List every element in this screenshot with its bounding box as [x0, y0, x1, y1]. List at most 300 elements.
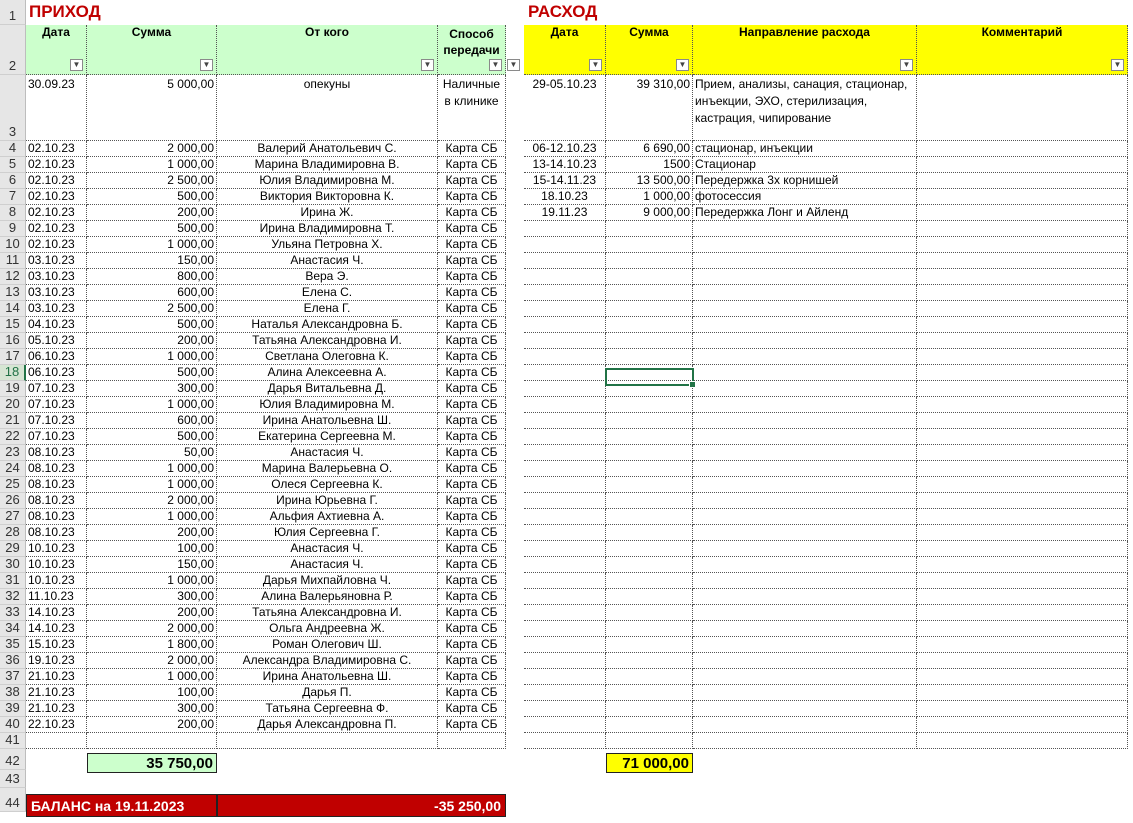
income-cell-sum[interactable]: 2 000,00 [87, 653, 217, 669]
income-cell-method[interactable]: Карта СБ [438, 205, 506, 221]
expense-cell-comment[interactable] [917, 477, 1128, 493]
row-header[interactable]: 35 [0, 637, 26, 653]
expense-cell-direction[interactable] [693, 413, 917, 429]
expense-cell-date[interactable] [524, 253, 606, 269]
expense-cell-comment[interactable] [917, 317, 1128, 333]
expense-cell-date[interactable] [524, 557, 606, 573]
income-cell-sum[interactable]: 500,00 [87, 365, 217, 381]
expense-cell-sum[interactable]: 39 310,00 [606, 75, 693, 141]
income-cell-from[interactable]: Екатерина Сергеевна М. [217, 429, 438, 445]
income-cell-sum[interactable]: 100,00 [87, 541, 217, 557]
income-cell-from[interactable]: Алина Валерьяновна Р. [217, 589, 438, 605]
expense-header-comment[interactable] [917, 25, 1128, 75]
income-cell-sum[interactable]: 1 000,00 [87, 237, 217, 253]
row-header[interactable]: 4 [0, 141, 26, 157]
income-cell-date[interactable]: 07.10.23 [26, 413, 87, 429]
expense-cell-comment[interactable] [917, 653, 1128, 669]
expense-cell-comment[interactable] [917, 557, 1128, 573]
income-cell-from[interactable]: Ирина Анатольевна Ш. [217, 413, 438, 429]
income-cell-date[interactable]: 06.10.23 [26, 365, 87, 381]
row-header[interactable]: 42 [0, 749, 26, 770]
expense-cell-comment[interactable] [917, 381, 1128, 397]
income-cell-date[interactable]: 02.10.23 [26, 221, 87, 237]
expense-cell-comment[interactable] [917, 701, 1128, 717]
row-header[interactable]: 32 [0, 589, 26, 605]
income-total[interactable]: 35 750,00 [87, 753, 217, 773]
income-cell-method[interactable]: Карта СБ [438, 365, 506, 381]
row-header[interactable]: 39 [0, 701, 26, 717]
expense-cell-sum[interactable] [606, 669, 693, 685]
income-cell-method[interactable]: Карта СБ [438, 237, 506, 253]
income-cell-date[interactable]: 04.10.23 [26, 317, 87, 333]
expense-cell-direction[interactable] [693, 349, 917, 365]
income-cell-from[interactable]: Юлия Сергеевна Г. [217, 525, 438, 541]
income-cell-sum[interactable]: 1 800,00 [87, 637, 217, 653]
expense-cell-sum[interactable] [606, 253, 693, 269]
expense-cell-direction[interactable] [693, 381, 917, 397]
row-header[interactable]: 24 [0, 461, 26, 477]
income-cell-sum[interactable]: 300,00 [87, 701, 217, 717]
row-header[interactable]: 29 [0, 541, 26, 557]
income-cell-sum[interactable]: 300,00 [87, 381, 217, 397]
income-cell-method[interactable]: Карта СБ [438, 541, 506, 557]
expense-cell-direction[interactable] [693, 525, 917, 541]
expense-cell-sum[interactable] [606, 733, 693, 749]
expense-cell-comment[interactable] [917, 669, 1128, 685]
filter-dropdown-icon[interactable]: ▼ [200, 59, 213, 71]
income-cell-date[interactable]: 21.10.23 [26, 701, 87, 717]
expense-cell-comment[interactable] [917, 733, 1128, 749]
income-cell-sum[interactable]: 600,00 [87, 413, 217, 429]
expense-cell-direction[interactable] [693, 701, 917, 717]
income-cell-from[interactable]: Валерий Анатольевич С. [217, 141, 438, 157]
income-cell-sum[interactable]: 300,00 [87, 589, 217, 605]
expense-cell-sum[interactable] [606, 429, 693, 445]
row-header[interactable]: 3 [0, 75, 26, 141]
income-cell-from[interactable]: Елена Г. [217, 301, 438, 317]
expense-cell-direction[interactable] [693, 301, 917, 317]
income-cell-method[interactable]: Наличные в клинике [438, 75, 506, 141]
expense-cell-sum[interactable]: 6 690,00 [606, 141, 693, 157]
row-header[interactable]: 5 [0, 157, 26, 173]
income-cell-method[interactable]: Карта СБ [438, 573, 506, 589]
expense-header-direction[interactable] [693, 25, 917, 75]
expense-cell-comment[interactable] [917, 285, 1128, 301]
row-header[interactable]: 7 [0, 189, 26, 205]
expense-cell-sum[interactable] [606, 621, 693, 637]
income-cell-method[interactable]: Карта СБ [438, 301, 506, 317]
income-cell-sum[interactable]: 1 000,00 [87, 461, 217, 477]
row-header[interactable]: 27 [0, 509, 26, 525]
expense-cell-date[interactable] [524, 285, 606, 301]
filter-dropdown-icon[interactable]: ▼ [489, 59, 502, 71]
income-cell-sum[interactable]: 100,00 [87, 685, 217, 701]
expense-cell-comment[interactable] [917, 221, 1128, 237]
expense-cell-direction[interactable] [693, 589, 917, 605]
row-header[interactable]: 23 [0, 445, 26, 461]
row-header[interactable]: 44 [0, 788, 26, 812]
row-header[interactable]: 19 [0, 381, 26, 397]
row-header[interactable]: 31 [0, 573, 26, 589]
income-cell-from[interactable]: Ирина Ж. [217, 205, 438, 221]
expense-cell-date[interactable] [524, 621, 606, 637]
filter-dropdown-icon[interactable]: ▼ [70, 59, 83, 71]
expense-cell-comment[interactable] [917, 141, 1128, 157]
income-cell-from[interactable]: Ульяна Петровна Х. [217, 237, 438, 253]
expense-cell-sum[interactable] [606, 509, 693, 525]
income-cell-method[interactable]: Карта СБ [438, 189, 506, 205]
row-header[interactable]: 13 [0, 285, 26, 301]
filter-dropdown-icon[interactable]: ▼ [1111, 59, 1124, 71]
expense-cell-direction[interactable] [693, 461, 917, 477]
expense-cell-direction[interactable] [693, 541, 917, 557]
income-cell-date[interactable]: 03.10.23 [26, 301, 87, 317]
expense-cell-date[interactable] [524, 429, 606, 445]
income-cell-method[interactable] [438, 733, 506, 749]
income-cell-sum[interactable]: 500,00 [87, 221, 217, 237]
expense-cell-direction[interactable] [693, 509, 917, 525]
row-header[interactable]: 36 [0, 653, 26, 669]
expense-cell-date[interactable] [524, 237, 606, 253]
income-cell-method[interactable]: Карта СБ [438, 493, 506, 509]
expense-cell-sum[interactable] [606, 333, 693, 349]
income-cell-from[interactable]: Марина Валерьевна О. [217, 461, 438, 477]
expense-cell-comment[interactable] [917, 301, 1128, 317]
income-cell-method[interactable]: Карта СБ [438, 509, 506, 525]
row-header[interactable]: 38 [0, 685, 26, 701]
expense-cell-comment[interactable] [917, 349, 1128, 365]
expense-cell-comment[interactable] [917, 573, 1128, 589]
expense-cell-sum[interactable] [606, 557, 693, 573]
expense-cell-comment[interactable] [917, 75, 1128, 141]
income-cell-method[interactable]: Карта СБ [438, 333, 506, 349]
row-header[interactable]: 2 [0, 25, 26, 75]
expense-cell-direction[interactable] [693, 477, 917, 493]
expense-cell-comment[interactable] [917, 717, 1128, 733]
income-cell-date[interactable]: 05.10.23 [26, 333, 87, 349]
row-header[interactable]: 33 [0, 605, 26, 621]
income-cell-sum[interactable]: 500,00 [87, 429, 217, 445]
income-cell-sum[interactable]: 150,00 [87, 253, 217, 269]
expense-cell-sum[interactable] [606, 637, 693, 653]
expense-cell-direction[interactable] [693, 637, 917, 653]
expense-cell-date[interactable] [524, 381, 606, 397]
expense-cell-sum[interactable] [606, 461, 693, 477]
income-cell-sum[interactable] [87, 733, 217, 749]
income-cell-date[interactable]: 14.10.23 [26, 605, 87, 621]
income-cell-from[interactable]: Дарья Витальевна Д. [217, 381, 438, 397]
income-cell-method[interactable]: Карта СБ [438, 141, 506, 157]
expense-cell-direction[interactable] [693, 269, 917, 285]
expense-cell-comment[interactable] [917, 621, 1128, 637]
row-header[interactable]: 30 [0, 557, 26, 573]
active-cell-selection[interactable] [605, 368, 694, 386]
income-cell-from[interactable]: Наталья Александровна Б. [217, 317, 438, 333]
income-cell-from[interactable]: Татьяна Сергеевна Ф. [217, 701, 438, 717]
expense-cell-comment[interactable] [917, 685, 1128, 701]
income-cell-from[interactable]: Татьяна Александровна И. [217, 605, 438, 621]
income-cell-sum[interactable]: 200,00 [87, 333, 217, 349]
income-cell-from[interactable]: Анастасия Ч. [217, 541, 438, 557]
expense-cell-direction[interactable] [693, 669, 917, 685]
income-cell-method[interactable]: Карта СБ [438, 397, 506, 413]
income-cell-date[interactable]: 02.10.23 [26, 237, 87, 253]
expense-cell-direction[interactable] [693, 445, 917, 461]
income-cell-sum[interactable]: 200,00 [87, 525, 217, 541]
income-cell-date[interactable]: 08.10.23 [26, 493, 87, 509]
row-header[interactable]: 26 [0, 493, 26, 509]
expense-cell-comment[interactable] [917, 365, 1128, 381]
expense-cell-date[interactable] [524, 365, 606, 381]
expense-cell-direction[interactable] [693, 493, 917, 509]
row-header[interactable]: 6 [0, 173, 26, 189]
income-cell-method[interactable]: Карта СБ [438, 157, 506, 173]
expense-cell-direction[interactable] [693, 285, 917, 301]
income-cell-method[interactable]: Карта СБ [438, 701, 506, 717]
income-cell-method[interactable]: Карта СБ [438, 429, 506, 445]
expense-cell-direction[interactable] [693, 365, 917, 381]
income-cell-date[interactable]: 11.10.23 [26, 589, 87, 605]
expense-cell-date[interactable] [524, 605, 606, 621]
expense-cell-comment[interactable] [917, 509, 1128, 525]
income-cell-date[interactable]: 21.10.23 [26, 669, 87, 685]
income-cell-from[interactable] [217, 733, 438, 749]
income-cell-sum[interactable]: 200,00 [87, 205, 217, 221]
expense-cell-date[interactable] [524, 317, 606, 333]
row-header[interactable]: 28 [0, 525, 26, 541]
expense-cell-date[interactable] [524, 653, 606, 669]
income-header-date[interactable] [26, 25, 87, 75]
income-cell-from[interactable]: Александра Владимировна С. [217, 653, 438, 669]
expense-cell-date[interactable] [524, 461, 606, 477]
expense-cell-direction[interactable] [693, 333, 917, 349]
income-cell-from[interactable]: Елена С. [217, 285, 438, 301]
income-cell-from[interactable]: Анастасия Ч. [217, 557, 438, 573]
income-cell-method[interactable]: Карта СБ [438, 461, 506, 477]
income-cell-date[interactable] [26, 733, 87, 749]
expense-cell-direction[interactable] [693, 557, 917, 573]
expense-cell-date[interactable] [524, 509, 606, 525]
expense-cell-sum[interactable] [606, 269, 693, 285]
income-cell-date[interactable]: 08.10.23 [26, 445, 87, 461]
expense-cell-sum[interactable] [606, 717, 693, 733]
expense-cell-comment[interactable] [917, 237, 1128, 253]
expense-cell-date[interactable] [524, 525, 606, 541]
income-cell-from[interactable]: Анастасия Ч. [217, 445, 438, 461]
income-cell-date[interactable]: 08.10.23 [26, 509, 87, 525]
income-cell-from[interactable]: Вера Э. [217, 269, 438, 285]
income-cell-method[interactable]: Карта СБ [438, 605, 506, 621]
income-cell-sum[interactable]: 1 000,00 [87, 477, 217, 493]
expense-cell-direction[interactable]: Прием, анализы, санация, стационар, инъекции, ЭХО, стерилизация, кастрация, чипирование [693, 75, 917, 141]
expense-cell-direction[interactable] [693, 317, 917, 333]
row-header[interactable]: 9 [0, 221, 26, 237]
income-cell-method[interactable]: Карта СБ [438, 285, 506, 301]
expense-cell-sum[interactable] [606, 685, 693, 701]
balance-value[interactable]: -35 250,00 [217, 794, 506, 817]
expense-cell-comment[interactable] [917, 541, 1128, 557]
expense-cell-direction[interactable] [693, 253, 917, 269]
expense-cell-date[interactable] [524, 221, 606, 237]
income-cell-from[interactable]: Дарья Михпайловна Ч. [217, 573, 438, 589]
expense-cell-sum[interactable] [606, 349, 693, 365]
row-header[interactable]: 41 [0, 733, 26, 749]
income-cell-method[interactable]: Карта СБ [438, 317, 506, 333]
expense-cell-direction[interactable]: Передержка 3х корнишей [693, 173, 917, 189]
income-cell-sum[interactable]: 150,00 [87, 557, 217, 573]
income-cell-method[interactable]: Карта СБ [438, 477, 506, 493]
expense-cell-date[interactable] [524, 333, 606, 349]
row-header[interactable]: 12 [0, 269, 26, 285]
income-cell-sum[interactable]: 2 000,00 [87, 621, 217, 637]
expense-cell-comment[interactable] [917, 525, 1128, 541]
income-cell-method[interactable]: Карта СБ [438, 621, 506, 637]
row-header[interactable]: 25 [0, 477, 26, 493]
income-cell-from[interactable]: Роман Олегович Ш. [217, 637, 438, 653]
income-cell-date[interactable]: 02.10.23 [26, 157, 87, 173]
income-cell-sum[interactable]: 5 000,00 [87, 75, 217, 141]
income-cell-method[interactable]: Карта СБ [438, 221, 506, 237]
income-cell-sum[interactable]: 1 000,00 [87, 669, 217, 685]
income-cell-sum[interactable]: 1 000,00 [87, 509, 217, 525]
expense-cell-date[interactable] [524, 589, 606, 605]
income-cell-date[interactable]: 10.10.23 [26, 557, 87, 573]
income-header-sum[interactable] [87, 25, 217, 75]
income-cell-sum[interactable]: 1 000,00 [87, 397, 217, 413]
income-cell-from[interactable]: Татьяна Александровна И. [217, 333, 438, 349]
expense-cell-comment[interactable] [917, 445, 1128, 461]
expense-cell-sum[interactable] [606, 397, 693, 413]
filter-dropdown-icon[interactable]: ▼ [589, 59, 602, 71]
income-cell-method[interactable]: Карта СБ [438, 413, 506, 429]
income-cell-from[interactable]: опекуны [217, 75, 438, 141]
income-cell-method[interactable]: Карта СБ [438, 525, 506, 541]
expense-cell-comment[interactable] [917, 605, 1128, 621]
filter-dropdown-icon[interactable]: ▼ [421, 59, 434, 71]
income-cell-date[interactable]: 08.10.23 [26, 461, 87, 477]
expense-cell-comment[interactable] [917, 333, 1128, 349]
expense-cell-sum[interactable] [606, 221, 693, 237]
expense-cell-sum[interactable] [606, 301, 693, 317]
expense-header-date[interactable] [524, 25, 606, 75]
expense-cell-sum[interactable]: 1500 [606, 157, 693, 173]
income-cell-sum[interactable]: 800,00 [87, 269, 217, 285]
income-cell-from[interactable]: Алина Алексеевна А. [217, 365, 438, 381]
income-cell-date[interactable]: 02.10.23 [26, 173, 87, 189]
income-cell-from[interactable]: Марина Владимировна В. [217, 157, 438, 173]
expense-cell-date[interactable] [524, 541, 606, 557]
expense-cell-direction[interactable]: Передержка Лонг и Айленд [693, 205, 917, 221]
income-cell-method[interactable]: Карта СБ [438, 557, 506, 573]
income-cell-method[interactable]: Карта СБ [438, 269, 506, 285]
expense-cell-date[interactable]: 13-14.10.23 [524, 157, 606, 173]
expense-cell-date[interactable] [524, 445, 606, 461]
expense-cell-date[interactable] [524, 349, 606, 365]
balance-label[interactable]: БАЛАНС на 19.11.2023 [26, 794, 217, 817]
income-cell-sum[interactable]: 600,00 [87, 285, 217, 301]
income-cell-sum[interactable]: 500,00 [87, 189, 217, 205]
income-cell-method[interactable]: Карта СБ [438, 685, 506, 701]
row-header[interactable]: 34 [0, 621, 26, 637]
income-cell-date[interactable]: 02.10.23 [26, 141, 87, 157]
expense-cell-comment[interactable] [917, 205, 1128, 221]
expense-cell-comment[interactable] [917, 253, 1128, 269]
expense-cell-direction[interactable] [693, 237, 917, 253]
expense-cell-date[interactable] [524, 269, 606, 285]
expense-cell-date[interactable] [524, 637, 606, 653]
row-header[interactable]: 15 [0, 317, 26, 333]
expense-cell-sum[interactable] [606, 237, 693, 253]
row-header[interactable]: 1 [0, 0, 26, 25]
expense-cell-sum[interactable] [606, 477, 693, 493]
row-header[interactable]: 17 [0, 349, 26, 365]
expense-cell-sum[interactable] [606, 445, 693, 461]
expense-cell-date[interactable]: 19.11.23 [524, 205, 606, 221]
income-cell-date[interactable]: 02.10.23 [26, 205, 87, 221]
expense-cell-comment[interactable] [917, 461, 1128, 477]
expense-cell-sum[interactable]: 1 000,00 [606, 189, 693, 205]
income-cell-from[interactable]: Ирина Владимировна Т. [217, 221, 438, 237]
expense-cell-date[interactable] [524, 717, 606, 733]
expense-cell-date[interactable]: 06-12.10.23 [524, 141, 606, 157]
expense-cell-sum[interactable] [606, 317, 693, 333]
expense-cell-direction[interactable] [693, 573, 917, 589]
expense-cell-comment[interactable] [917, 157, 1128, 173]
expense-cell-date[interactable] [524, 493, 606, 509]
income-cell-date[interactable]: 03.10.23 [26, 269, 87, 285]
row-header[interactable]: 21 [0, 413, 26, 429]
income-cell-date[interactable]: 07.10.23 [26, 397, 87, 413]
row-header[interactable]: 37 [0, 669, 26, 685]
income-cell-sum[interactable]: 1 000,00 [87, 157, 217, 173]
income-cell-from[interactable]: Светлана Олеговна К. [217, 349, 438, 365]
income-cell-method[interactable]: Карта СБ [438, 349, 506, 365]
income-cell-from[interactable]: Юлия Владимировна М. [217, 173, 438, 189]
income-cell-date[interactable]: 08.10.23 [26, 477, 87, 493]
expense-cell-date[interactable] [524, 301, 606, 317]
expense-cell-direction[interactable] [693, 653, 917, 669]
expense-cell-sum[interactable] [606, 413, 693, 429]
expense-total[interactable]: 71 000,00 [606, 753, 693, 773]
filter-dropdown-icon[interactable]: ▼ [676, 59, 689, 71]
income-cell-method[interactable]: Карта СБ [438, 445, 506, 461]
income-cell-sum[interactable]: 1 000,00 [87, 573, 217, 589]
income-cell-date[interactable]: 30.09.23 [26, 75, 87, 141]
expense-cell-date[interactable] [524, 477, 606, 493]
filter-dropdown-icon[interactable]: ▼ [900, 59, 913, 71]
expense-cell-date[interactable]: 18.10.23 [524, 189, 606, 205]
row-header[interactable]: 18 [0, 365, 26, 381]
row-header[interactable]: 40 [0, 717, 26, 733]
income-cell-from[interactable]: Олеся Сергеевна К. [217, 477, 438, 493]
income-cell-date[interactable]: 03.10.23 [26, 285, 87, 301]
income-cell-from[interactable]: Альфия Ахтиевна А. [217, 509, 438, 525]
expense-cell-direction[interactable] [693, 685, 917, 701]
expense-cell-sum[interactable] [606, 541, 693, 557]
expense-cell-comment[interactable] [917, 589, 1128, 605]
expense-cell-direction[interactable] [693, 717, 917, 733]
income-cell-date[interactable]: 08.10.23 [26, 525, 87, 541]
income-cell-from[interactable]: Ирина Юрьевна Г. [217, 493, 438, 509]
filter-dropdown-icon[interactable]: ▼ [507, 59, 520, 71]
income-cell-date[interactable]: 22.10.23 [26, 717, 87, 733]
expense-cell-comment[interactable] [917, 637, 1128, 653]
row-header[interactable]: 20 [0, 397, 26, 413]
income-cell-method[interactable]: Карта СБ [438, 381, 506, 397]
expense-cell-date[interactable] [524, 733, 606, 749]
expense-cell-sum[interactable] [606, 589, 693, 605]
expense-cell-sum[interactable] [606, 525, 693, 541]
